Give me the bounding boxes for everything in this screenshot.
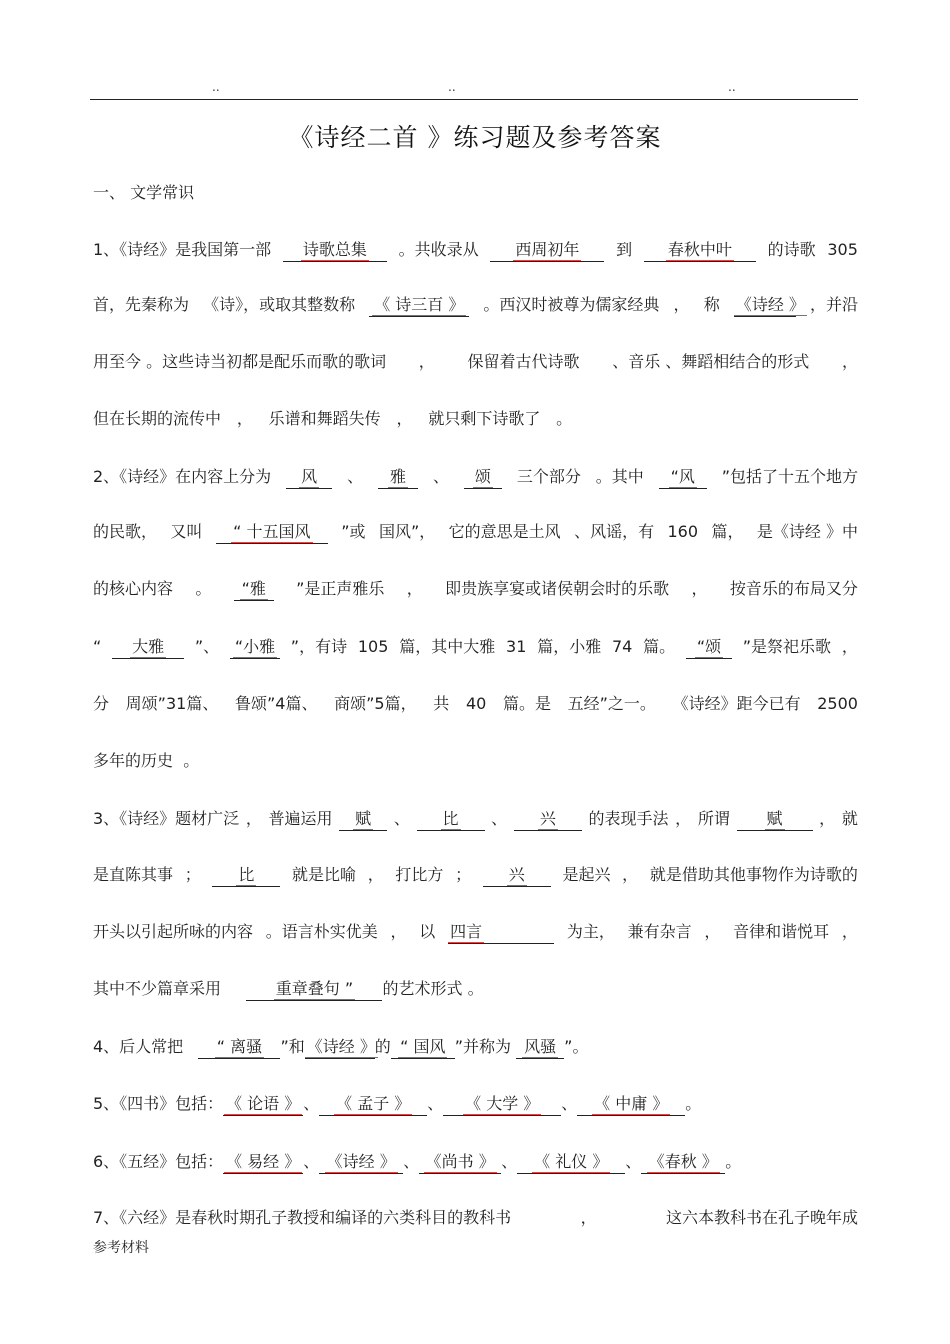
answer-blank: 诗歌总集 [283, 237, 387, 262]
header-dot-mark: .. [212, 80, 220, 94]
answer-blank: 《诗经 》 [305, 1034, 375, 1059]
q2-line-1: 2、《诗经》在内容上分为 风 、 雅 、 颂 三个部分 。其中 “风 ”包括了十五个地方 [93, 464, 858, 489]
answer-blank: 《诗经 》 [319, 1149, 403, 1174]
answer-blank: “小雅 [230, 634, 280, 659]
answer-blank: 春秋中叶 [644, 237, 756, 262]
answer-blank: 风骚 [516, 1034, 564, 1059]
header-rule [90, 99, 858, 100]
answer-blank: 《 诗三百 》 [369, 292, 469, 317]
answer-blank: 风 [286, 464, 332, 489]
answer-blank: 比 [212, 862, 280, 887]
q1-line-1: 1、《诗经》是我国第一部 诗歌总集 。共收录从 西周初年 到 春秋中叶 的诗歌 305 [93, 237, 858, 262]
q1-line-4: 但在长期的流传中 ， 乐谱和舞蹈失传 ， 就只剩下诗歌了 。 [93, 409, 573, 428]
q2-line-3: 的核心内容 。 “雅 ”是正声雅乐 ， 即贵族享宴或诸侯朝会时的乐歌 ， 按音乐的布局又分 [93, 576, 858, 601]
answer-blank: 比 [417, 806, 485, 831]
q2-line-4: “ 大雅 ”、 “小雅 ”，有诗 105 篇，其中大雅 31 篇，小雅 74 篇。 “颂 ”是祭祀乐歌 ， [93, 634, 858, 659]
q3-line-1: 3、《诗经》题材广泛 ， 普遍运用 赋 、 比 、 兴 的表现手法 ， 所谓 赋 ， 就 [93, 806, 858, 831]
q2-line-6: 多年的历史 。 [93, 751, 200, 770]
q3-line-2: 是直陈其事 ； 比 就是比喻 ， 打比方 ； 兴 是起兴 ， 就是借助其他事物作为诗歌的 [93, 862, 858, 887]
answer-blank: “ 十五国风 [216, 519, 328, 544]
answer-blank: 雅 [378, 464, 418, 489]
answer-blank: 四言 [448, 919, 554, 944]
answer-blank: 兴 [514, 806, 582, 831]
q2-line-2: 的民歌， 又叫 “ 十五国风 ”或 国风”， 它的意思是土风 、风谣，有 160 篇， 是《诗经 》中 [93, 519, 858, 544]
answer-blank: “风 [659, 464, 707, 489]
answer-blank: “雅 [234, 576, 274, 601]
q5-line: 5、《四书》包括： 《 论语 》 、 《 孟子 》 、 《 大学 》 、 《 中庸 》 。 [93, 1091, 858, 1116]
header-dot-mark: .. [728, 80, 736, 94]
section-heading: 一、 文学常识 [93, 183, 195, 202]
answer-blank: 《 论语 》 [223, 1091, 303, 1116]
answer-blank: 《春秋 》 [641, 1149, 725, 1174]
answer-blank: “ 离骚 [198, 1034, 280, 1059]
footer-label: 参考材料 [93, 1240, 149, 1256]
answer-blank: 赋 [737, 806, 813, 831]
answer-blank: “颂 [686, 634, 732, 659]
q4-line: 4、后人常把 “ 离骚 ”和 《诗经 》 的 “ 国风 ”并称为 风骚 ”。 [93, 1034, 858, 1059]
answer-blank: 西周初年 [490, 237, 604, 262]
answer-blank: 大雅 [112, 634, 184, 659]
answer-blank: 《 礼仪 》 [517, 1149, 625, 1174]
answer-blank: 《诗经 》 [734, 292, 796, 317]
answer-blank: 赋 [339, 806, 387, 831]
answer-blank: 重章叠句 ” [246, 976, 382, 1001]
answer-blank: 《 大学 》 [443, 1091, 561, 1116]
answer-blank: “ 国风 [391, 1034, 455, 1059]
q6-line: 6、《五经》包括： 《 易经 》 、 《诗经 》 、 《尚书 》 、 《 礼仪 》 、 《春秋 》 。 [93, 1149, 858, 1174]
q7-line: 7、《六经》是春秋时期孔子教授和编译的六类科目的教科书 ， 这六本教科书在孔子晚年成 [93, 1208, 858, 1227]
answer-blank: 《尚书 》 [419, 1149, 501, 1174]
answer-blank: 《 孟子 》 [319, 1091, 427, 1116]
page-title: 《诗经二首 》练习题及参考答案 [288, 123, 662, 152]
q1-line-3: 用至今 。这些诗当初都是配乐而歌的歌词 ， 保留着古代诗歌 、音乐 、舞蹈相结合的形式 ， [93, 352, 858, 371]
header-dot-mark: .. [448, 80, 456, 94]
q2-line-5: 分 周颂”31篇、 鲁颂”4篇、 商颂”5篇， 共 40 篇。是 五经”之一。 《诗经》距今已有 2500 [93, 694, 858, 713]
answer-blank: 兴 [483, 862, 551, 887]
answer-blank: 颂 [464, 464, 502, 489]
answer-blank: 《 中庸 》 [577, 1091, 685, 1116]
q3-line-4: 其中不少篇章采用 重章叠句 ” 的艺术形式 。 [93, 976, 858, 1001]
answer-blank: 《 易经 》 [223, 1149, 303, 1174]
q3-line-3: 开头以引起所咏的内容 。语言朴实优美 ， 以 四言 为主， 兼有杂言 ， 音律和谐悦耳 ， [93, 919, 858, 944]
q1-line-2: 首，先秦称为 《诗》，或取其整数称 《 诗三百 》 。西汉时被尊为儒家经典 ， 称 《诗经 》 ，并沿 [93, 292, 858, 317]
